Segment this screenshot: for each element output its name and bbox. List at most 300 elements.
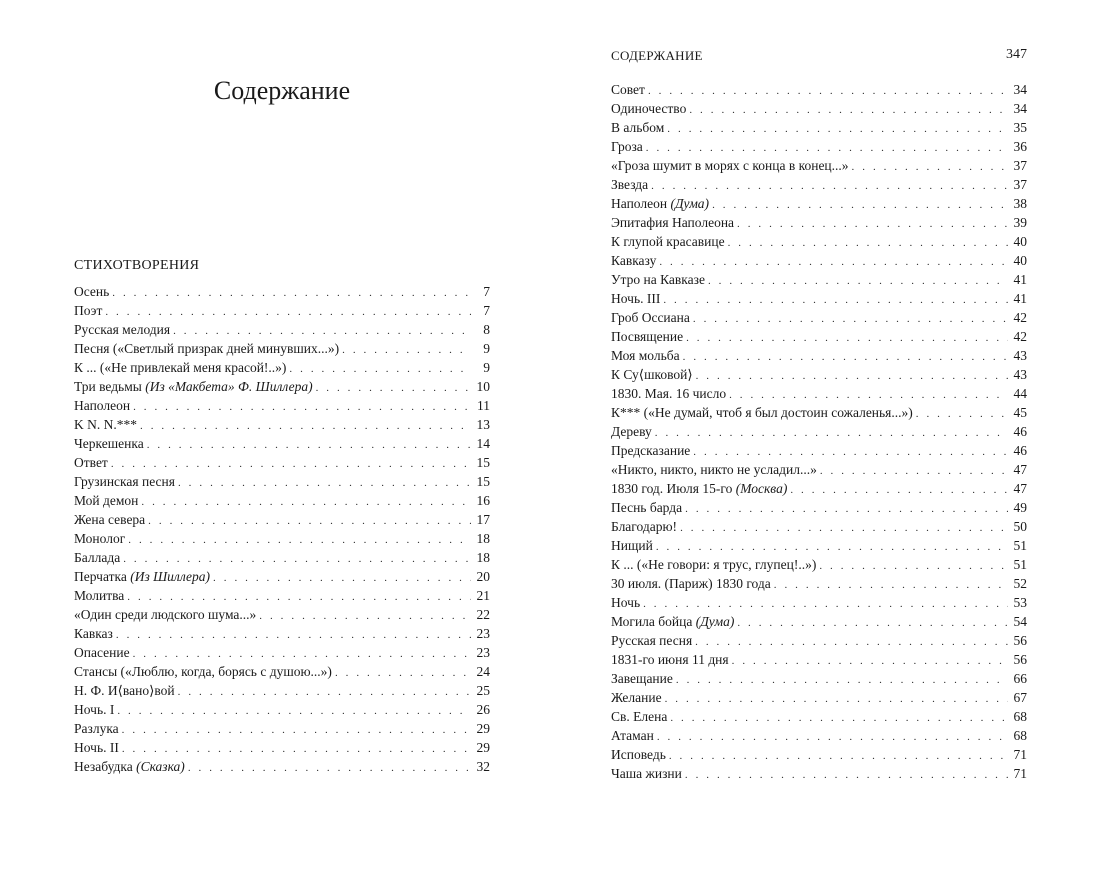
toc-entry — [611, 251, 1027, 270]
toc-entry-title-text: «Гроза шумит в морях с конца в конец...» — [611, 158, 849, 173]
toc-entry-title — [74, 358, 286, 377]
toc-entry-title-text: Незабудка — [74, 759, 137, 774]
toc-entry-title — [611, 726, 654, 745]
toc-entry-page: 7 — [483, 303, 490, 318]
left-toc-list — [74, 282, 490, 776]
toc-entry-title — [611, 536, 653, 555]
toc-entry-title-text: Предсказание — [611, 443, 691, 458]
toc-entry-title-text: Гроза — [611, 139, 643, 154]
toc-entry-title — [74, 320, 170, 339]
toc-entry-page: 21 — [476, 588, 490, 603]
toc-entry-title-text: Осень — [74, 284, 110, 299]
toc-entry-page: 25 — [476, 683, 490, 698]
dot-leader — [689, 101, 1008, 120]
toc-entry-title — [74, 738, 119, 757]
dot-leader — [659, 253, 1008, 272]
toc-entry — [74, 624, 490, 643]
toc-entry-title — [74, 472, 175, 491]
toc-entry — [611, 99, 1027, 118]
toc-entry-title — [74, 624, 113, 643]
toc-entry — [74, 567, 490, 586]
toc-entry-page: 8 — [483, 322, 490, 337]
dot-leader — [316, 379, 471, 398]
toc-entry-title-text: K N. N.*** — [74, 417, 137, 432]
toc-entry — [611, 137, 1027, 156]
toc-entry-title — [611, 764, 682, 783]
toc-entry-page: 10 — [476, 379, 490, 394]
toc-entry — [611, 650, 1027, 669]
toc-entry-page: 17 — [476, 512, 490, 527]
toc-entry — [74, 529, 490, 548]
toc-entry-title — [611, 460, 817, 479]
toc-entry-page: 20 — [476, 569, 490, 584]
toc-entry-title-text: К ... («Не привлекай меня красой!..») — [74, 360, 287, 375]
toc-entry — [74, 415, 490, 434]
toc-entry-title-text: Завещание — [611, 671, 673, 686]
toc-entry-title-text: 30 июля. (Париж) 1830 года — [611, 576, 771, 591]
toc-entry-page: 36 — [1013, 139, 1027, 154]
dot-leader — [676, 671, 1008, 690]
toc-entry-title — [611, 327, 683, 346]
toc-entry-title-text: Н. Ф. И⟨вано⟩вой — [74, 683, 175, 698]
toc-entry-title-text: Песнь барда — [611, 500, 683, 515]
toc-entry-page: 49 — [1013, 500, 1027, 515]
toc-entry — [611, 669, 1027, 688]
toc-entry-title — [611, 156, 849, 175]
toc-entry-title-text: Чаша жизни — [611, 766, 682, 781]
toc-entry-title-text: Гроб Оссиана — [611, 310, 690, 325]
dot-leader — [648, 82, 1008, 101]
toc-entry-page: 41 — [1013, 291, 1027, 306]
dot-leader — [663, 291, 1008, 310]
toc-entry-page: 16 — [476, 493, 490, 508]
toc-entry-title-text: Опасение — [74, 645, 130, 660]
toc-entry — [74, 491, 490, 510]
toc-entry — [74, 472, 490, 491]
toc-entry — [74, 320, 490, 339]
toc-entry-title — [74, 700, 114, 719]
toc-entry — [611, 365, 1027, 384]
dot-leader — [790, 481, 1008, 500]
toc-entry-title-text: Разлука — [74, 721, 119, 736]
toc-entry — [74, 681, 490, 700]
toc-entry-title — [611, 612, 734, 631]
toc-entry-title-text: Молитва — [74, 588, 125, 603]
dot-leader — [820, 462, 1008, 481]
toc-entry-page: 15 — [476, 474, 490, 489]
toc-entry — [611, 441, 1027, 460]
toc-entry-page: 47 — [1013, 481, 1027, 496]
dot-leader — [732, 652, 1008, 671]
dot-leader — [819, 557, 1008, 576]
dot-leader — [693, 310, 1008, 329]
toc-entry-page: 40 — [1013, 234, 1027, 249]
toc-entry-page: 43 — [1013, 367, 1027, 382]
toc-entry-page: 11 — [477, 398, 490, 413]
toc-entry-title-text: Поэт — [74, 303, 103, 318]
toc-entry — [611, 612, 1027, 631]
toc-entry-title-text: Посвящение — [611, 329, 684, 344]
toc-entry-title — [611, 593, 640, 612]
toc-entry-page: 46 — [1013, 443, 1027, 458]
running-head: СОДЕРЖАНИЕ — [611, 48, 703, 63]
toc-entry — [74, 605, 490, 624]
toc-entry-title-text: 1830 год. Июля 15-го — [611, 481, 736, 496]
toc-entry-title — [74, 396, 130, 415]
toc-entry-title — [611, 194, 709, 213]
toc-entry — [611, 479, 1027, 498]
toc-entry-title-text: Моя мольба — [611, 348, 680, 363]
toc-entry-page: 68 — [1013, 709, 1027, 724]
toc-entry — [74, 453, 490, 472]
toc-entry-title-text: Дереву — [611, 424, 652, 439]
dot-leader — [737, 614, 1008, 633]
toc-entry-title — [611, 99, 686, 118]
toc-entry-title-text: К*** («Не думай, чтоб я был достоин сожаленья...») — [611, 405, 913, 420]
right-toc-list — [611, 80, 1027, 783]
toc-entry-title — [74, 491, 138, 510]
toc-entry-title-text: Баллада — [74, 550, 121, 565]
toc-entry — [74, 548, 490, 567]
toc-entry-page: 35 — [1013, 120, 1027, 135]
toc-entry-title — [611, 479, 787, 498]
toc-entry-title — [611, 80, 645, 99]
toc-entry — [74, 643, 490, 662]
dot-leader — [686, 329, 1008, 348]
toc-entry-title — [74, 377, 313, 396]
toc-entry — [74, 719, 490, 738]
dot-leader — [122, 721, 471, 740]
toc-entry-title-text: Мой демон — [74, 493, 139, 508]
toc-entry-page: 56 — [1013, 652, 1027, 667]
toc-entry-page: 26 — [476, 702, 490, 717]
dot-leader — [259, 607, 471, 626]
toc-entry-page: 7 — [483, 284, 490, 299]
toc-entry-title-text: Стансы («Люблю, когда, борясь с душою...») — [74, 664, 332, 679]
toc-entry-page: 71 — [1013, 766, 1027, 781]
toc-entry-subtitle: (Из «Макбета» Ф. Шиллера) — [145, 379, 313, 394]
dot-leader — [685, 500, 1008, 519]
toc-entry-page: 13 — [476, 417, 490, 432]
toc-entry-title-text: Одиночество — [611, 101, 687, 116]
toc-entry — [611, 536, 1027, 555]
toc-entry-title-text: Русская песня — [611, 633, 693, 648]
toc-entry-title — [611, 270, 705, 289]
toc-entry-title-text: Утро на Кавказе — [611, 272, 705, 287]
toc-entry-title — [611, 232, 725, 251]
toc-entry — [611, 555, 1027, 574]
toc-entry-page: 34 — [1013, 101, 1027, 116]
toc-entry-title-text: Ночь. II — [74, 740, 119, 755]
toc-entry-title — [611, 365, 693, 384]
toc-entry-title-text: «Один среди людского шума...» — [74, 607, 257, 622]
toc-entry-title — [611, 118, 664, 137]
toc-entry-title — [74, 757, 185, 776]
toc-entry — [611, 194, 1027, 213]
toc-entry-title-text: Нищий — [611, 538, 653, 553]
toc-entry-title — [74, 567, 210, 586]
toc-entry-title-text: К глупой красавице — [611, 234, 725, 249]
dot-leader — [335, 664, 471, 683]
toc-entry-title-text: Эпитафия Наполеона — [611, 215, 735, 230]
toc-entry-title — [611, 403, 913, 422]
toc-entry-title-text: Грузинская песня — [74, 474, 175, 489]
toc-entry-title-text: Наполеон — [74, 398, 131, 413]
toc-entry-page: 40 — [1013, 253, 1027, 268]
page-number: 347 — [1006, 47, 1027, 62]
toc-entry-title — [611, 707, 667, 726]
toc-entry-page: 42 — [1013, 310, 1027, 325]
dot-leader — [774, 576, 1008, 595]
toc-entry-title — [611, 669, 673, 688]
toc-entry-page: 22 — [476, 607, 490, 622]
dot-leader — [141, 493, 471, 512]
toc-entry — [611, 213, 1027, 232]
toc-entry-title — [611, 175, 648, 194]
toc-entry-title-text: Черкешенка — [74, 436, 144, 451]
toc-entry-subtitle: (Дума) — [695, 614, 735, 629]
toc-entry-title — [74, 529, 125, 548]
dot-leader — [289, 360, 471, 379]
toc-entry-title-text: Атаман — [611, 728, 654, 743]
toc-entry-page: 51 — [1013, 557, 1027, 572]
toc-entry-title — [611, 213, 734, 232]
toc-entry — [611, 232, 1027, 251]
dot-leader — [178, 474, 471, 493]
toc-entry-title — [74, 719, 119, 738]
dot-leader — [140, 417, 471, 436]
toc-entry-title — [611, 631, 692, 650]
toc-entry-page: 43 — [1013, 348, 1027, 363]
toc-entry-title — [611, 289, 660, 308]
toc-entry-page: 34 — [1013, 82, 1027, 97]
toc-entry — [74, 434, 490, 453]
toc-entry — [74, 700, 490, 719]
toc-entry-title — [611, 384, 726, 403]
toc-entry — [74, 757, 490, 776]
toc-entry — [74, 301, 490, 320]
dot-leader — [213, 569, 471, 588]
dot-leader — [655, 424, 1008, 443]
toc-entry-page: 23 — [476, 626, 490, 641]
toc-entry-page: 39 — [1013, 215, 1027, 230]
toc-entry — [611, 745, 1027, 764]
toc-entry — [611, 498, 1027, 517]
toc-entry — [611, 175, 1027, 194]
dot-leader — [116, 626, 471, 645]
toc-entry-page: 53 — [1013, 595, 1027, 610]
toc-entry-page: 23 — [476, 645, 490, 660]
dot-leader — [148, 512, 471, 531]
toc-entry-page: 18 — [476, 550, 490, 565]
toc-entry-title — [74, 453, 108, 472]
toc-entry — [74, 282, 490, 301]
dot-leader — [708, 272, 1008, 291]
toc-entry-title — [611, 650, 729, 669]
dot-leader — [683, 348, 1008, 367]
toc-entry-title — [74, 339, 339, 358]
toc-entry — [611, 593, 1027, 612]
toc-entry-title — [74, 662, 332, 681]
toc-entry — [611, 422, 1027, 441]
toc-entry — [74, 586, 490, 605]
dot-leader — [712, 196, 1008, 215]
toc-entry — [611, 289, 1027, 308]
toc-entry-page: 45 — [1013, 405, 1027, 420]
dot-leader — [112, 284, 471, 303]
toc-entry-title — [74, 548, 120, 567]
dot-leader — [147, 436, 471, 455]
toc-entry-page: 18 — [476, 531, 490, 546]
toc-entry-title — [74, 282, 109, 301]
toc-entry-page: 9 — [483, 360, 490, 375]
toc-entry-title-text: Русская мелодия — [74, 322, 171, 337]
toc-entry-title — [74, 681, 175, 700]
toc-entry-title-text: Наполеон — [611, 196, 671, 211]
toc-entry — [611, 270, 1027, 289]
dot-leader — [117, 702, 471, 721]
toc-entry-title — [74, 415, 137, 434]
toc-entry-title-text: Желание — [611, 690, 662, 705]
dot-leader — [178, 683, 471, 702]
toc-entry-page: 15 — [476, 455, 490, 470]
toc-entry-title — [611, 498, 682, 517]
toc-entry-title-text: К Су⟨шковой⟩ — [611, 367, 693, 382]
page-title: Содержание — [213, 76, 351, 105]
toc-entry — [611, 346, 1027, 365]
toc-entry-page: 38 — [1013, 196, 1027, 211]
toc-entry — [74, 510, 490, 529]
toc-entry-title — [611, 422, 652, 441]
section-heading: СТИХОТВОРЕНИЯ — [74, 258, 200, 273]
toc-entry-subtitle: (Сказка) — [136, 759, 185, 774]
toc-entry-title — [611, 441, 690, 460]
toc-entry-title — [611, 346, 680, 365]
toc-entry-title — [611, 308, 690, 327]
toc-entry — [611, 517, 1027, 536]
toc-entry-title-text: В альбом — [611, 120, 665, 135]
toc-entry-title — [611, 574, 771, 593]
dot-leader — [685, 766, 1008, 785]
dot-leader — [128, 531, 471, 550]
toc-entry-page: 32 — [476, 759, 490, 774]
toc-entry — [74, 662, 490, 681]
toc-entry-title-text: Исповедь — [611, 747, 666, 762]
dot-leader — [342, 341, 471, 360]
toc-entry — [611, 688, 1027, 707]
toc-entry — [611, 156, 1027, 175]
toc-entry-page: 37 — [1013, 177, 1027, 192]
toc-entry-title-text: 1831-го июня 11 дня — [611, 652, 729, 667]
toc-entry-title-text: Ответ — [74, 455, 108, 470]
toc-entry-title — [74, 586, 124, 605]
toc-entry — [611, 80, 1027, 99]
toc-entry — [74, 358, 490, 377]
toc-entry-page: 29 — [476, 721, 490, 736]
toc-entry — [611, 460, 1027, 479]
toc-entry — [611, 707, 1027, 726]
toc-entry-page: 52 — [1013, 576, 1027, 591]
toc-entry-page: 24 — [476, 664, 490, 679]
toc-entry-title-text: Три ведьмы — [74, 379, 146, 394]
toc-entry-title-text: Жена севера — [74, 512, 146, 527]
toc-entry-title-text: Могила бойца — [611, 614, 696, 629]
toc-entry — [611, 631, 1027, 650]
toc-entry-title — [611, 555, 816, 574]
dot-leader — [657, 728, 1008, 747]
dot-leader — [133, 398, 471, 417]
toc-entry-title-text: Благодарю! — [611, 519, 678, 534]
dot-leader — [695, 633, 1008, 652]
toc-entry-title — [74, 643, 130, 662]
toc-entry — [611, 403, 1027, 422]
toc-entry-title-text: Ночь. I — [74, 702, 115, 717]
toc-entry-subtitle: (Из Шиллера) — [130, 569, 211, 584]
toc-entry-page: 68 — [1013, 728, 1027, 743]
toc-entry-title-text: Монолог — [74, 531, 126, 546]
toc-entry-title-text: К ... («Не говори: я трус, глупец!..») — [611, 557, 817, 572]
toc-entry-title — [74, 434, 144, 453]
toc-entry-page: 51 — [1013, 538, 1027, 553]
toc-entry-page: 44 — [1013, 386, 1027, 401]
dot-leader — [916, 405, 1008, 424]
dot-leader — [665, 690, 1008, 709]
toc-entry-page: 14 — [476, 436, 490, 451]
toc-entry — [611, 726, 1027, 745]
toc-entry-page: 54 — [1013, 614, 1027, 629]
toc-entry-subtitle: (Москва) — [735, 481, 788, 496]
toc-entry-title — [611, 251, 656, 270]
toc-entry-title-text: Св. Елена — [611, 709, 668, 724]
toc-entry-page: 66 — [1013, 671, 1027, 686]
dot-leader — [667, 120, 1008, 139]
dot-leader — [737, 215, 1008, 234]
toc-entry-page: 46 — [1013, 424, 1027, 439]
toc-entry-title-text: Песня («Светлый призрак дней минувших...») — [74, 341, 340, 356]
toc-entry — [74, 738, 490, 757]
toc-entry-title-text: Звезда — [611, 177, 649, 192]
toc-entry — [74, 377, 490, 396]
toc-entry-title-text: Кавказ — [74, 626, 113, 641]
toc-entry-title — [74, 605, 256, 624]
toc-entry-title — [611, 517, 677, 536]
dot-leader — [852, 158, 1008, 177]
toc-entry-page: 41 — [1013, 272, 1027, 287]
toc-entry — [74, 339, 490, 358]
toc-entry-title-text: Перчатка — [74, 569, 131, 584]
toc-entry-title-text: 1830. Мая. 16 число — [611, 386, 727, 401]
toc-entry-page: 29 — [476, 740, 490, 755]
dot-leader — [670, 709, 1008, 728]
toc-entry-title — [74, 301, 102, 320]
toc-entry-page: 71 — [1013, 747, 1027, 762]
toc-entry — [611, 118, 1027, 137]
toc-entry-page: 42 — [1013, 329, 1027, 344]
toc-entry-page: 67 — [1013, 690, 1027, 705]
toc-entry-title-text: «Никто, никто, никто не усладил...» — [611, 462, 817, 477]
dot-leader — [728, 234, 1008, 253]
toc-entry-title — [611, 137, 643, 156]
toc-entry-title — [74, 510, 145, 529]
toc-entry-title-text: Ночь. III — [611, 291, 661, 306]
toc-entry-title-text: Ночь — [611, 595, 641, 610]
toc-entry — [611, 327, 1027, 346]
toc-entry-title — [611, 688, 662, 707]
toc-entry — [611, 308, 1027, 327]
toc-entry-title — [611, 745, 666, 764]
toc-entry — [611, 384, 1027, 403]
toc-entry-page: 37 — [1013, 158, 1027, 173]
